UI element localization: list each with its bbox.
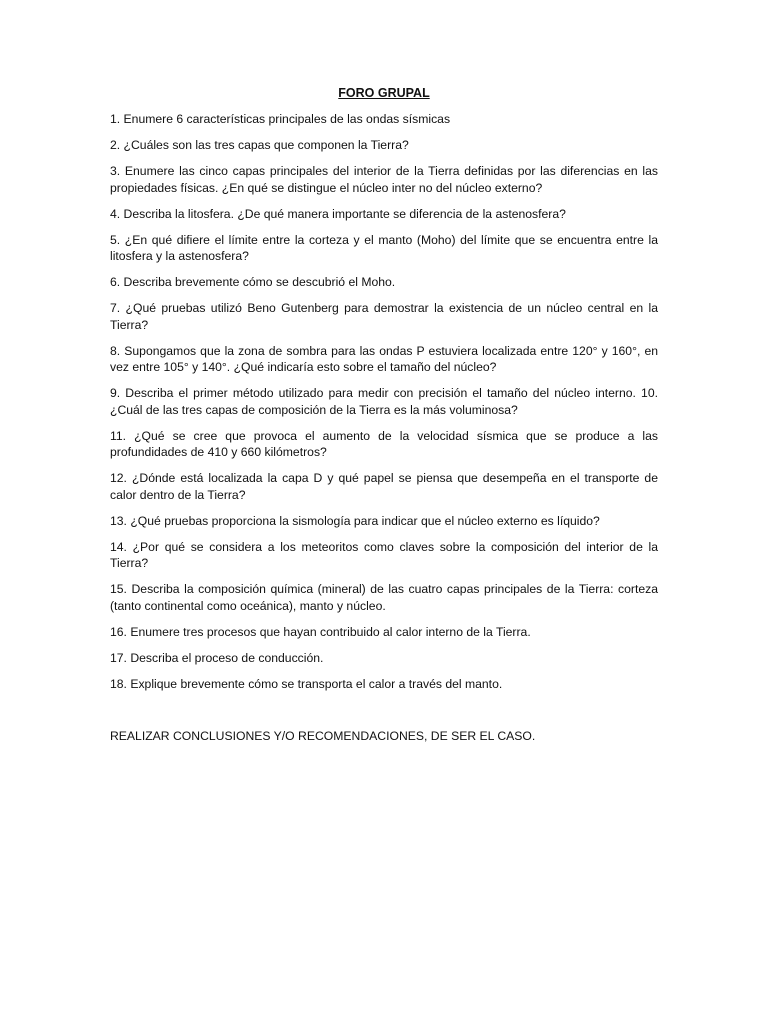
- document-title: FORO GRUPAL: [338, 86, 430, 100]
- question-3: 3. Enumere las cinco capas principales del interior de la Tierra definidas por las diferencias en las propiedades físicas. ¿En qué se distingue el núcleo inter no del núcleo externo?: [110, 164, 658, 195]
- question-12: 12. ¿Dónde está localizada la capa D y qué papel se piensa que desempeña en el transporte de calor dentro de la Tierra?: [110, 471, 658, 502]
- closing-instruction: REALIZAR CONCLUSIONES Y/O RECOMENDACIONES, DE SER EL CASO.: [110, 729, 536, 743]
- question-16: 16. Enumere tres procesos que hayan contribuido al calor interno de la Tierra.: [110, 624, 531, 639]
- question-9-10: 9. Describa el primer método utilizado para medir con precisión el tamaño del núcleo interno. 10. ¿Cuál de las tres capas de composición de la Tierra es la más voluminosa?: [110, 386, 658, 417]
- question-2: 2. ¿Cuáles son las tres capas que componen la Tierra?: [110, 138, 409, 152]
- question-6: 6. Describa brevemente cómo se descubrió el Moho.: [110, 275, 396, 289]
- question-15: 15. Describa la composición química (mineral) de las cuatro capas principales de la Tierra: corteza (tanto continental como oceánica), manto y núcleo.: [110, 582, 658, 613]
- question-5: 5. ¿En qué difiere el límite entre la corteza y el manto (Moho) del límite que se encuentra entre la litosfera y la astenosfera?: [110, 232, 658, 263]
- question-1: 1. Enumere 6 características principales de las ondas sísmicas: [110, 112, 451, 126]
- question-11: 11. ¿Qué se cree que provoca el aumento de la velocidad sísmica que se produce a las profundidades de 410 y 660 kilómetros?: [110, 428, 658, 459]
- question-list: [110, 111, 658, 702]
- question-7: 7. ¿Qué pruebas utilizó Beno Gutenberg para demostrar la existencia de un núcleo central en la Tierra?: [110, 301, 658, 332]
- question-13: 13. ¿Qué pruebas proporciona la sismología para indicar que el núcleo externo es líquido?: [110, 513, 600, 528]
- question-18: 18. Explique brevemente cómo se transporta el calor a través del manto.: [110, 676, 503, 691]
- question-14: 14. ¿Por qué se considera a los meteoritos como claves sobre la composición del interior de la Tierra?: [110, 539, 658, 570]
- question-17: 17. Describa el proceso de conducción.: [110, 650, 324, 665]
- question-4: 4. Describa la litosfera. ¿De qué manera importante se diferencia de la astenosfera?: [110, 206, 566, 221]
- question-8: 8. Supongamos que la zona de sombra para las ondas P estuviera localizada entre 120° y 160°, en vez entre 105° y 140°. ¿Qué indicaría esto sobre el tamaño del núcleo?: [110, 343, 658, 374]
